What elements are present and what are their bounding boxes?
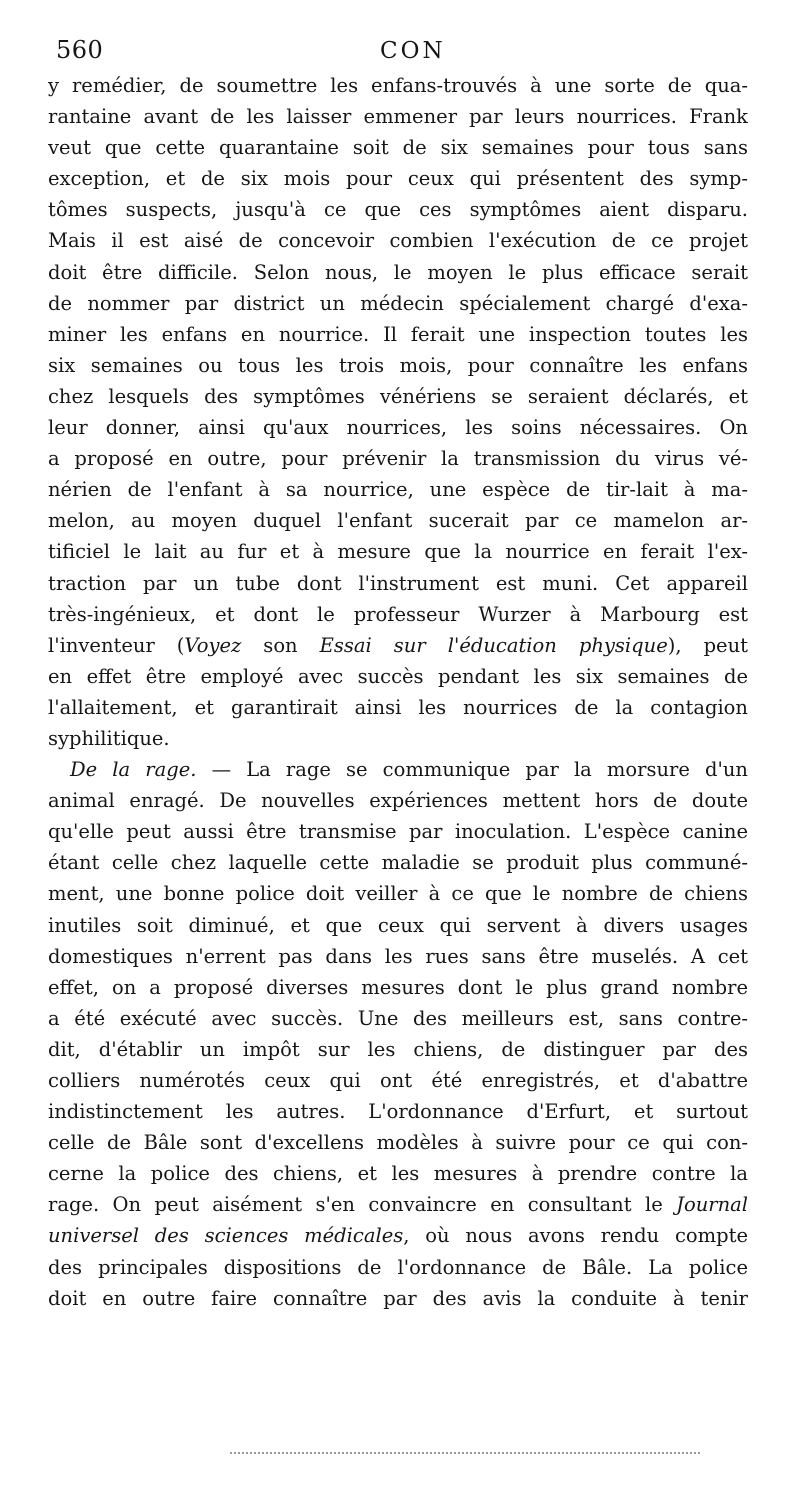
text-line: l'allaitement, et garantirait ainsi les nourrices de la contagion <box>48 695 748 719</box>
journal-title-start: Journal <box>676 1193 748 1217</box>
page-header <box>50 36 750 70</box>
text-line: effet, on a proposé diverses mesures dont le plus grand nombre <box>48 975 748 999</box>
text-line: colliers numérotés ceux qui ont été enregistrés, et d'abattre <box>48 1069 748 1092</box>
text-line: très-ingénieux, et dont le professeur Wurzer à Marbourg est <box>48 602 748 626</box>
text-segment: l'inventeur ( <box>48 633 185 657</box>
text-line: rantaine avant de les laisser emmener par leurs nourrices. Frank <box>48 105 748 129</box>
text-line-with-reference <box>48 630 748 661</box>
text-line: étant celle chez laquelle cette maladie se produit plus communé- <box>48 851 748 875</box>
text-segment: , où nous avons rendu compte <box>403 1224 748 1248</box>
text-line: six semaines ou tous les trois mois, pour connaître les enfans <box>48 353 748 377</box>
running-head: CON <box>380 38 446 64</box>
body-text <box>48 70 748 1314</box>
text-line-with-journal <box>48 1189 748 1220</box>
text-segment: son <box>241 633 320 657</box>
text-line: melon, au moyen duquel l'enfant sucerait par ce mamelon ar- <box>48 509 748 533</box>
text-line-with-journal <box>48 1220 748 1251</box>
essay-title: Essai sur l'éducation physique <box>319 633 668 657</box>
text-line: a proposé en outre, pour prévenir la transmission du virus vé- <box>48 447 748 471</box>
text-line: cerne la police des chiens, et les mesures à prendre contre la <box>48 1162 748 1186</box>
text-line: tômes suspects, jusqu'à ce que ces symptômes aient disparu. <box>48 198 748 222</box>
text-line: inutiles soit diminué, et que ceux qui servent à divers usages <box>48 913 748 937</box>
text-line: des principales dispositions de l'ordonnance de Bâle. La police <box>48 1255 748 1279</box>
text-line: doit en outre faire connaître par des avis la conduite à tenir <box>48 1286 748 1310</box>
text-line: chez lesquels des symptômes vénériens se seraient déclarés, et <box>48 384 748 408</box>
text-line: de nommer par district un médecin spécialement chargé d'exa- <box>48 291 748 315</box>
journal-title-end: universel des sciences médicales <box>48 1224 404 1248</box>
text-line: dit, d'établir un impôt sur les chiens, de distinguer par des <box>48 1037 748 1061</box>
text-line: ment, une bonne police doit veiller à ce que le nombre de chiens <box>48 882 748 906</box>
text-line: a été exécuté avec succès. Une des meilleurs est, sans contre- <box>48 1006 748 1030</box>
text-line: domestiques n'errent pas dans les rues sans être muselés. A cet <box>48 944 748 968</box>
text-line: indistinctement les autres. L'ordonnance d'Erfurt, et surtout <box>48 1100 748 1124</box>
text-segment: rage. On peut aisément s'en convaincre en consultant le <box>48 1193 677 1217</box>
page-number: 560 <box>56 36 104 64</box>
text-line: animal enragé. De nouvelles expériences mettent hors de doute <box>48 789 748 813</box>
text-line: en effet être employé avec succès pendant les six semaines de <box>48 664 748 688</box>
text-line: tificiel le lait au fur et à mesure que la nourrice en ferait l'ex- <box>48 540 748 564</box>
text-line: exception, et de six mois pour ceux qui présentent des symp- <box>48 167 748 191</box>
text-line: doit être difficile. Selon nous, le moyen le plus efficace serait <box>48 260 748 284</box>
section-start-line <box>48 754 748 785</box>
text-line: Mais il est aisé de concevoir combien l'exécution de ce projet <box>48 229 748 253</box>
text-line: syphilitique. <box>48 726 170 750</box>
text-line: nérien de l'enfant à sa nourrice, une espèce de tir-lait à ma- <box>48 478 748 502</box>
text-line: y remédier, de soumettre les enfans-trouvés à une sorte de qua- <box>48 74 748 97</box>
section-heading: De la rage. <box>70 758 197 782</box>
text-line: qu'elle peut aussi être transmise par inoculation. L'espèce canine <box>48 820 748 844</box>
text-line: leur donner, ainsi qu'aux nourrices, les soins nécessaires. On <box>48 416 748 440</box>
text-line: miner les enfans en nourrice. Il ferait une inspection toutes les <box>48 322 748 346</box>
bottom-rule <box>230 1452 700 1454</box>
text-line: veut que cette quarantaine soit de six semaines pour tous sans <box>48 136 748 160</box>
text-line: celle de Bâle sont d'excellens modèles à suivre pour ce qui con- <box>48 1131 748 1155</box>
text-line: traction par un tube dont l'instrument est muni. Cet appareil <box>48 571 748 595</box>
see-reference: Voyez <box>184 633 242 657</box>
text-segment: ), peut <box>667 633 748 657</box>
text-segment: — La rage se communique par la morsure d'un <box>196 758 748 782</box>
